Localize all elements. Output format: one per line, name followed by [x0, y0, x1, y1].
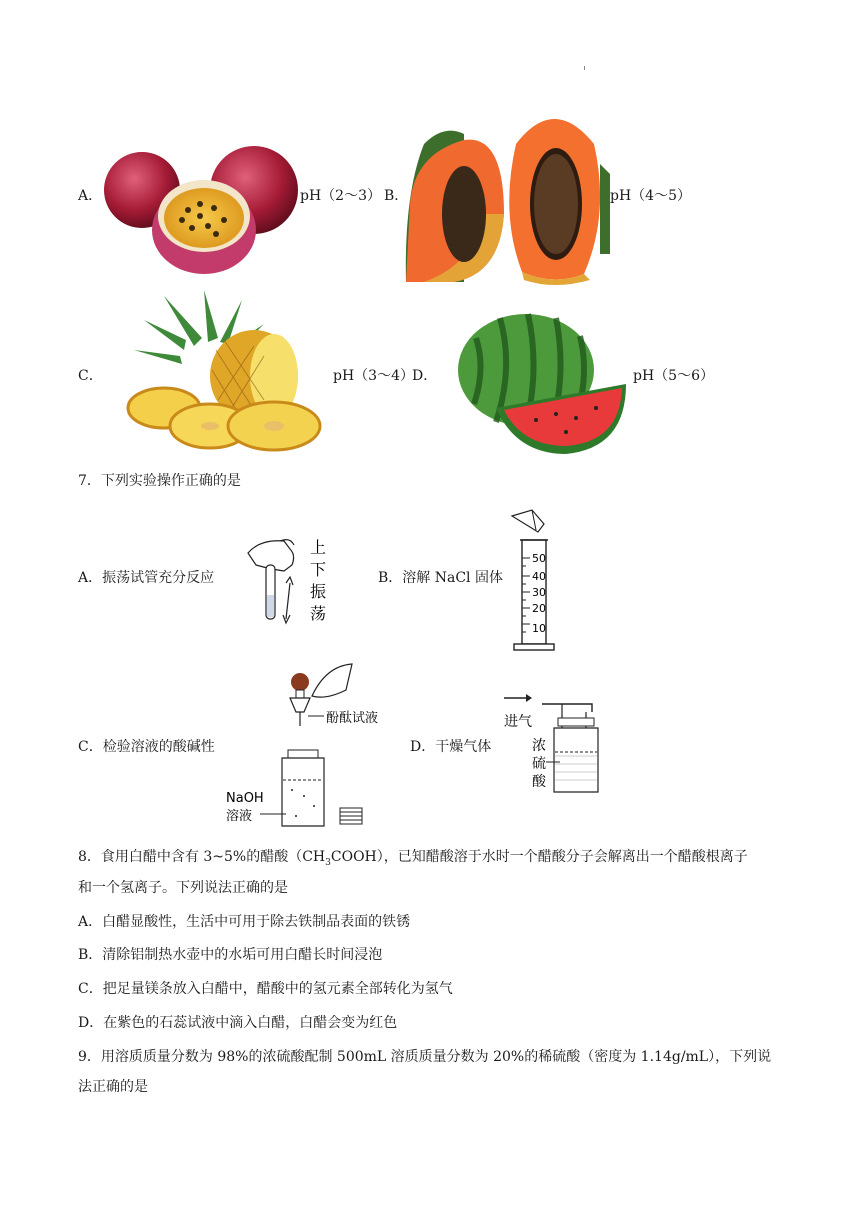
reagent-label: 酚酞试液: [326, 711, 379, 726]
fig-a-label-4: 荡: [310, 604, 327, 623]
phenolphthalein-test-figure: [226, 660, 396, 830]
shake-test-tube-figure: [240, 535, 360, 627]
gas-drying-bottle-figure: [502, 694, 612, 796]
gas-in-label: 进气: [504, 714, 532, 730]
watermelon-image: [456, 308, 632, 458]
page-mark: [584, 66, 585, 70]
acid-label-3: 酸: [532, 774, 546, 790]
q6-option-b-letter: B．: [384, 188, 409, 204]
papaya-image: [404, 104, 610, 284]
fig-a-label-1: 上: [310, 538, 327, 557]
q7-option-a: A．振荡试管充分反应: [78, 570, 215, 586]
pineapple-image: [124, 290, 324, 456]
q8-option-a: A．白醋显酸性，生活中可用于除去铁制品表面的铁锈: [78, 914, 411, 930]
naoh-label-1: NaOH: [226, 791, 264, 806]
q7-option-b: B．溶解 NaCl 固体: [378, 570, 503, 586]
fig-a-label-3: 振: [310, 582, 327, 601]
acid-label-1: 浓: [532, 738, 546, 754]
q8-option-b: B．清除铝制热水壶中的水垢可用白醋长时间浸泡: [78, 947, 383, 963]
q7-option-d: D．干燥气体: [410, 739, 492, 755]
q6-option-c-letter: C．: [78, 368, 103, 384]
naoh-label-2: 溶液: [226, 809, 253, 824]
q8-option-c: C．把足量镁条放入白醋中，醋酸中的氢元素全部转化为氢气: [78, 981, 453, 997]
q8-stem-line1: 8．食用白醋中含有 3~5%的醋酸$(CH_3COOH)$，已知醋酸溶于水时一个醋酸分子会解离出一个醋酸根离子: [78, 849, 748, 868]
q6-option-c-ph: pH（3～4）: [333, 368, 414, 384]
q9-stem-line1: 9．用溶质质量分数为 98%的浓硫酸配制 500mL 溶质质量分数为 20%的稀硫酸（密度为 1.14g/mL），下列说: [78, 1049, 772, 1065]
q9-stem-line2: 法正确的是: [78, 1079, 148, 1095]
q8-stem-line2: 和一个氢离子。下列说法正确的是: [78, 880, 288, 896]
cylinder-tick-10: 10: [532, 622, 546, 635]
cylinder-tick-40: 40: [532, 570, 546, 583]
q8-option-d: D．在紫色的石蕊试液中滴入白醋，白醋会变为红色: [78, 1015, 398, 1031]
passion-fruit-image: [104, 138, 300, 274]
graduated-cylinder-figure: [508, 506, 568, 652]
cylinder-tick-50: 50: [532, 552, 546, 565]
q6-option-a-letter: A．: [78, 188, 103, 204]
q7-option-c: C．检验溶液的酸碱性: [78, 739, 215, 755]
q6-option-b-ph: pH（4～5）: [610, 188, 691, 204]
q6-option-d-ph: pH（5～6）: [633, 368, 714, 384]
fig-a-label-2: 下: [310, 560, 327, 579]
q6-option-d-letter: D．: [412, 368, 438, 384]
cylinder-tick-30: 30: [532, 586, 546, 599]
q7-stem: 7．下列实验操作正确的是: [78, 473, 241, 489]
cylinder-tick-20: 20: [532, 602, 546, 615]
acid-label-2: 硫: [532, 756, 546, 772]
q6-option-a-ph: pH（2～3）: [300, 188, 381, 204]
